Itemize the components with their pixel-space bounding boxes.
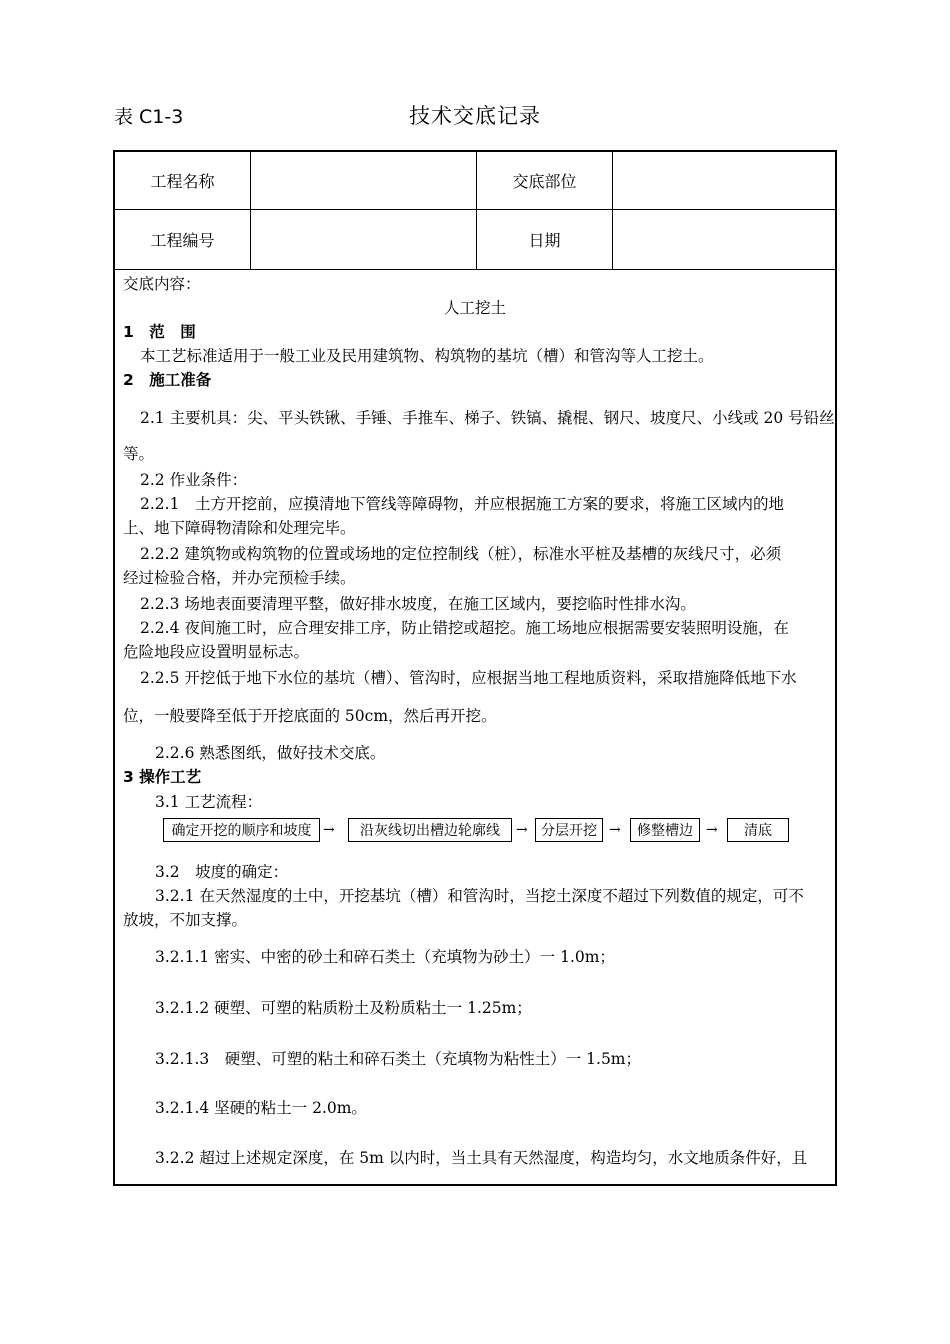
document-title: 技术交底记录 (409, 104, 541, 128)
para-2-2: 2.2 作业条件： (140, 471, 248, 489)
handover-form (113, 150, 837, 1186)
para-2-1-line1: 2.1 主要机具：尖、平头铁锹、手锤、手推车、梯子、铁镐、撬棍、钢尺、坡度尺、小线或 20 号铅丝 (140, 409, 835, 427)
para-3-2-1-1: 3.2.1.1 密实、中密的砂土和碎石类土（充填物为砂土）一 1.0m； (155, 948, 615, 966)
para-3-1: 3.1 工艺流程： (155, 793, 263, 811)
flow-step-5: 清底 (727, 818, 789, 842)
para-3-2-1-2: 3.2.1.2 硬塑、可塑的粘质粉土及粉质粘土一 1.25m； (155, 999, 532, 1017)
flow-arrow-icon: → (323, 822, 335, 838)
para-2-2-4-line1: 2.2.4 夜间施工时，应合理安排工序，防止错挖或超挖。施工场地应根据需要安装照明设施，在 (140, 619, 789, 637)
para-3-2-2-line1: 3.2.2 超过上述规定深度，在 5m 以内时，当土具有天然湿度，构造均匀，水文地质条件好，且 (155, 1149, 808, 1167)
section-3-title: 3 操作工艺 (123, 768, 202, 786)
form-code: 表 C1-3 (114, 106, 184, 128)
flow-step-3: 分层开挖 (535, 818, 603, 842)
flow-step-1: 确定开挖的顺序和坡度 (163, 818, 320, 842)
flow-step-2: 沿灰线切出槽边轮廓线 (348, 818, 512, 842)
flow-arrow-icon: → (516, 822, 528, 838)
date-value[interactable] (613, 210, 835, 269)
para-2-2-1-line2: 上、地下障碍物清除和处理完毕。 (123, 519, 356, 537)
project-number-label: 工程编号 (150, 231, 215, 250)
para-3-2: 3.2 坡度的确定： (155, 863, 289, 881)
project-name-label: 工程名称 (150, 172, 215, 191)
section-1-title: 1 范 围 (123, 323, 196, 341)
handover-part-label: 交底部位 (512, 172, 577, 191)
para-2-2-6: 2.2.6 熟悉图纸，做好技术交底。 (155, 744, 386, 762)
date-label: 日期 (528, 231, 561, 250)
flow-step-4: 修整槽边 (630, 818, 700, 842)
content-subject: 人工挖土 (443, 299, 506, 317)
para-2-2-2-line2: 经过检验合格，并办完预检手续。 (123, 569, 356, 587)
flow-arrow-icon: → (706, 822, 718, 838)
para-2-2-1-line1: 2.2.1 土方开挖前，应摸清地下管线等障碍物，并应根据施工方案的要求，将施工区域内的地 (140, 495, 784, 513)
para-2-1-line2: 等。 (123, 445, 155, 463)
para-2-2-3: 2.2.3 场地表面要清理平整，做好排水坡度，在施工区域内，要挖临时性排水沟。 (140, 595, 696, 613)
project-name-value[interactable] (251, 152, 476, 209)
para-2-2-5-line1: 2.2.5 开挖低于地下水位的基坑（槽）、管沟时，应根据当地工程地质资料，采取措施降低地下水 (140, 669, 797, 687)
para-3-2-1-line2: 放坡，不加支撑。 (123, 911, 248, 929)
para-2-2-5-line2: 位，一般要降至低于开挖底面的 50cm，然后再开挖。 (123, 707, 497, 725)
row-divider (115, 269, 835, 270)
flow-arrow-icon: → (609, 822, 621, 838)
para-3-2-1-line1: 3.2.1 在天然湿度的土中，开挖基坑（槽）和管沟时，当挖土深度不超过下列数值的规定，可不 (155, 887, 804, 905)
para-2-2-2-line1: 2.2.2 建筑物或构筑物的位置或场地的定位控制线（桩），标准水平桩及基槽的灰线尺寸，必须 (140, 545, 782, 563)
para-3-2-1-4: 3.2.1.4 坚硬的粘土一 2.0m。 (155, 1099, 367, 1117)
section-2-title: 2 施工准备 (123, 371, 212, 389)
project-number-value[interactable] (251, 210, 476, 269)
para-3-2-1-3: 3.2.1.3 硬塑、可塑的粘土和碎石类土（充填物为粘性土）一 1.5m； (155, 1050, 642, 1068)
handover-part-value[interactable] (613, 152, 835, 209)
content-label: 交底内容： (123, 275, 201, 293)
para-2-2-4-line2: 危险地段应设置明显标志。 (123, 643, 310, 661)
section-1-text: 本工艺标准适用于一般工业及民用建筑物、构筑物的基坑（槽）和管沟等人工挖土。 (140, 347, 714, 365)
